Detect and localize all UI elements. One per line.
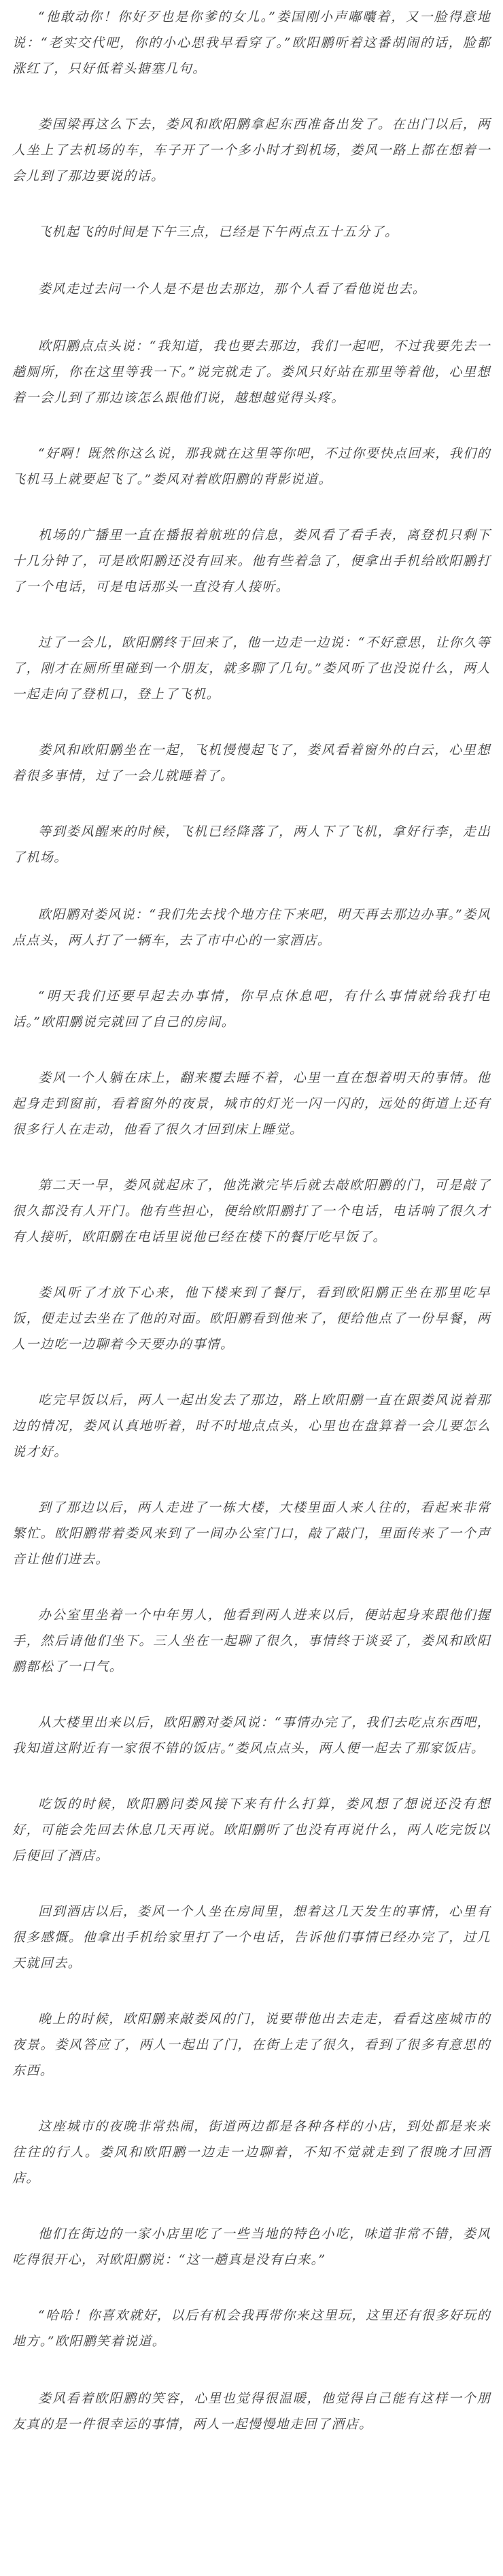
paragraph-13: 娄风一个人躺在床上，翻来覆去睡不着，心里一直在想着明天的事情。他起身走到窗前，看着窗外的夜景，城市的灯光一闪一闪的，远处的街道上还有很多行人在走动，他看了很久才回到床上睡觉。 [12,1070,491,1137]
paragraph-24: 他们在街边的一家小店里吃了一些当地的特色小吃，味道非常不错，娄风吃得很开心，对欧阳鹏说：“这一趟真是没有白来。” [12,2226,491,2267]
paragraph-17: 到了那边以后，两人走进了一栋大楼，大楼里面人来人往的，看起来非常繁忙。欧阳鹏带着娄风来到了一间办公室门口，敲了敲门，里面传来了一个声音让他们进去。 [12,1500,491,1567]
paragraph-12: “明天我们还要早起去办事情，你早点休息吧，有什么事情就给我打电话。”欧阳鹏说完就回了自己的房间。 [12,989,491,1030]
paragraph-4: 娄风走过去问一个人是不是也去那边，那个人看了看他说也去。 [38,282,427,296]
paragraph-1: “他敢动你！你好歹也是你爹的女儿。”娄国刚小声嘟囔着，又一脸得意地说：“老实交代吧，你的小心思我早看穿了。”欧阳鹏听着这番胡闹的话，脸都涨红了，只好低着头搪塞几句。 [12,10,491,76]
paragraph-15: 娄风听了才放下心来，他下楼来到了餐厅，看到欧阳鹏正坐在那里吃早饭，便走过去坐在了他的对面。欧阳鹏看到他来了，便给他点了一份早餐，两人一边吃一边聊着今天要办的事情。 [12,1285,491,1352]
paragraph-5: 欧阳鹏点点头说：“我知道，我也要去那边，我们一起吧，不过我要先去一趟厕所，你在这里等我一下。”说完就走了。娄风只好站在那里等着他，心里想着一会儿到了那边该怎么跟他们说，越想越觉得头疼。 [12,339,491,405]
paragraph-6: “好啊！既然你这么说，那我就在这里等你吧，不过你要快点回来，我们的飞机马上就要起飞了。”娄风对着欧阳鹏的背影说道。 [12,446,491,487]
paragraph-8: 过了一会儿，欧阳鹏终于回来了，他一边走一边说：“不好意思，让你久等了，刚才在厕所里碰到一个朋友，就多聊了几句。”娄风听了也没说什么，两人一起走向了登机口，登上了飞机。 [12,635,491,702]
paragraph-14: 第二天一早，娄风就起床了，他洗漱完毕后就去敲欧阳鹏的门，可是敲了很久都没有人开门。他有些担心，便给欧阳鹏打了一个电话，电话响了很久才有人接听，欧阳鹏在电话里说他已经在楼下的餐厅吃早饭了。 [12,1178,491,1244]
paragraph-25: “哈哈！你喜欢就好，以后有机会我再带你来这里玩，这里还有很多好玩的地方。”欧阳鹏笑着说道。 [12,2308,491,2349]
paragraph-18: 办公室里坐着一个中年男人，他看到两人进来以后，便站起身来跟他们握手，然后请他们坐下。三人坐在一起聊了很久，事情终于谈妥了，娄风和欧阳鹏都松了一口气。 [12,1608,491,1674]
paragraph-10: 等到娄风醒来的时候，飞机已经降落了，两人下了飞机，拿好行李，走出了机场。 [12,824,491,865]
paragraph-11: 欧阳鹏对娄风说：“我们先去找个地方住下来吧，明天再去那边办事。”娄风点点头，两人打了一辆车，去了市中心的一家酒店。 [12,907,491,948]
paragraph-23: 这座城市的夜晚非常热闹，街道两边都是各种各样的小店，到处都是来来往往的行人。娄风和欧阳鹏一边走一边聊着，不知不觉就走到了很晚才回酒店。 [12,2119,491,2186]
paragraph-16: 吃完早饭以后，两人一起出发去了那边，路上欧阳鹏一直在跟娄风说着那边的情况，娄风认真地听着，时不时地点点头，心里也在盘算着一会儿要怎么说才好。 [12,1393,491,1459]
paragraph-3: 飞机起飞的时间是下午三点，已经是下午两点五十五分了。 [38,224,399,239]
paragraph-21: 回到酒店以后，娄风一个人坐在房间里，想着这几天发生的事情，心里有很多感慨。他拿出手机给家里打了一个电话，告诉他们事情已经办完了，过几天就回去。 [12,1904,491,1971]
paragraph-2: 娄国梁再这么下去，娄风和欧阳鹏拿起东西准备出发了。在出门以后，两人坐上了去机场的车，车子开了一个多小时才到机场，娄风一路上都在想着一会儿到了那边要说的话。 [12,117,491,184]
paragraph-22: 晚上的时候，欧阳鹏来敲娄风的门，说要带他出去走走，看看这座城市的夜景。娄风答应了，两人一起出了门，在街上走了很久，看到了很多有意思的东西。 [12,2012,491,2078]
paragraph-19: 从大楼里出来以后，欧阳鹏对娄风说：“事情办完了，我们去吃点东西吧，我知道这附近有一家很不错的饭店。”娄风点点头，两人便一起去了那家饭店。 [12,1715,491,1756]
paragraph-9: 娄风和欧阳鹏坐在一起，飞机慢慢起飞了，娄风看着窗外的白云，心里想着很多事情，过了一会儿就睡着了。 [12,743,491,783]
paragraph-20: 吃饭的时候，欧阳鹏问娄风接下来有什么打算，娄风想了想说还没有想好，可能会先回去休息几天再说。欧阳鹏听了也没有再说什么，两人吃完饭以后便回了酒店。 [12,1797,491,1863]
paragraph-26: 娄风看着欧阳鹏的笑容，心里也觉得很温暖，他觉得自己能有这样一个朋友真的是一件很幸运的事情，两人一起慢慢地走回了酒店。 [12,2391,491,2432]
paragraph-7: 机场的广播里一直在播报着航班的信息，娄风看了看手表，离登机只剩下十几分钟了，可是欧阳鹏还没有回来。他有些着急了，便拿出手机给欧阳鹏打了一个电话，可是电话那头一直没有人接听。 [12,528,491,594]
